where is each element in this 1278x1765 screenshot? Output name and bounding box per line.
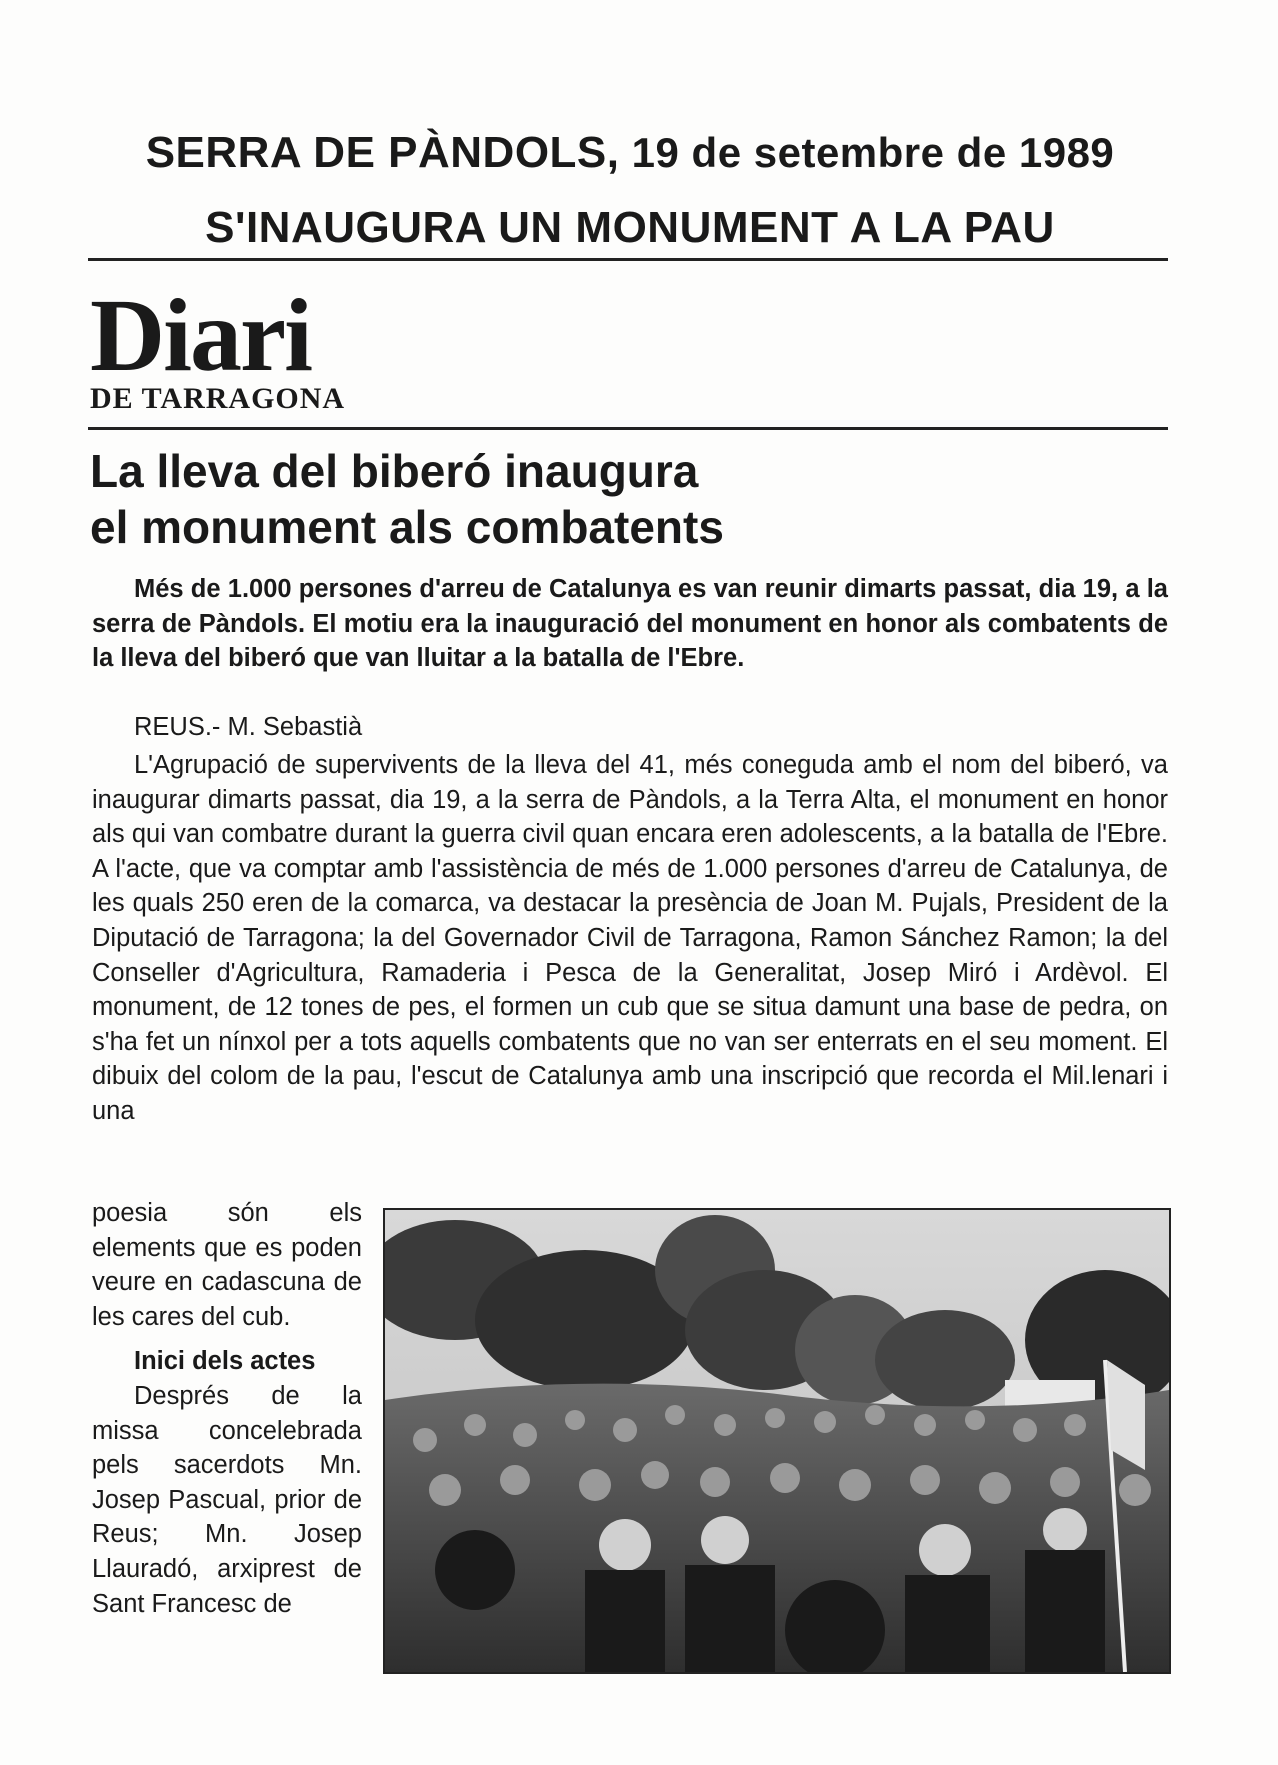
header-date: 19 de setembre de 1989 bbox=[619, 129, 1115, 176]
masthead-subtitle: DE TARRAGONA bbox=[90, 382, 346, 415]
section-subhead: Inici dels actes bbox=[134, 1347, 316, 1376]
top-rule bbox=[88, 258, 1168, 261]
headline-line-2: el monument als combatents bbox=[90, 501, 724, 553]
left-column bbox=[92, 1196, 362, 1621]
headline-line-1: La lleva del biberó inaugura bbox=[90, 445, 699, 497]
column-body: Després de la missa concelebrada pels sacerdots Mn. Josep Pascual, prior de Reus; Mn. Josep Llauradó, arxiprest de Sant Francesc de bbox=[92, 1381, 362, 1618]
article-headline bbox=[90, 443, 1170, 555]
crowd-photo bbox=[383, 1208, 1171, 1674]
header-place-date bbox=[90, 128, 1170, 178]
article-body: L'Agrupació de supervivents de la lleva del 41, més coneguda amb el nom del biberó, va inaugurar dimarts passat, dia 19, a la serra de Pàndols, a la Terra Alta, el monument en honor als qui van combatre durant la guerra civil quan encara eren adolescents, a la batalla de l'Ebre. A l'acte, que va comptar amb l'assistència de més de 1.000 persones d'arreu de Catalunya, de les quals 250 eren de la comarca, va destacar la presència de Joan M. Pujals, President de la Diputació de Tarragona; la del Governador Civil de Tarragona, Ramon Sánchez Ramon; la del Conseller d'Agricultura, Ramaderia i Pesca de la Generalitat, Josep Miró i Ardèvol. El monument, de 12 tones de pes, el formen un cub que se situa damunt una base de pedra, on s'ha fet un nínxol per a tots aquells combatents que no van ser enterrats en el seu moment. El dibuix del colom de la pau, l'escut de Catalunya amb una inscripció que recorda el Mil.lenari i una bbox=[92, 751, 1168, 1125]
masthead bbox=[90, 278, 410, 416]
masthead-rule bbox=[88, 427, 1168, 430]
masthead-name: Diari bbox=[90, 278, 312, 393]
crowd-photo-image bbox=[385, 1210, 1169, 1672]
header-subtitle: S'INAUGURA UN MONUMENT A LA PAU bbox=[205, 203, 1055, 252]
column-continuation: poesia són els elements que es poden veure en cadascuna de les cares del cub. bbox=[92, 1199, 362, 1331]
header-place: SERRA DE PÀNDOLS, bbox=[145, 128, 620, 177]
article-byline: REUS.- M. Sebastià bbox=[134, 713, 363, 741]
article-lede: Més de 1.000 persones d'arreu de Catalunya es van reunir dimarts passat, dia 19, a la serra de Pàndols. El motiu era la inauguració del monument en honor als combatents de la lleva del biberó que van lluitar a la batalla de l'Ebre. bbox=[92, 575, 1168, 672]
